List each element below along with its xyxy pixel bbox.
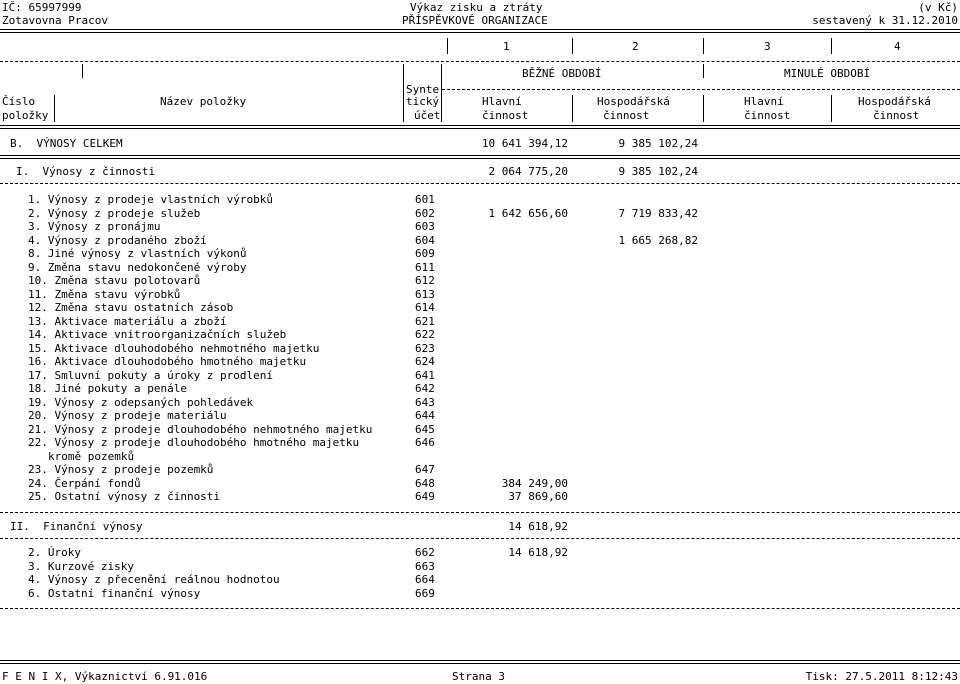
row-account: 664 [415, 573, 435, 586]
organization-name: Zotavovna Pracov [2, 14, 108, 27]
ic-number: IČ: 65997999 [2, 1, 82, 14]
row-account: 609 [415, 247, 435, 260]
main-activity-heading: Hlavní [744, 95, 784, 108]
row-economic-value: 1 665 268,82 [618, 233, 698, 247]
double-rule [0, 125, 960, 129]
dashed-rule [0, 608, 960, 609]
item-number-heading: Číslo [2, 95, 36, 108]
row-label: 2. Úroky [28, 546, 81, 559]
row-label: 4. Výnosy z prodaného zboží [28, 233, 207, 247]
row-label: 11. Změna stavu výrobků [28, 287, 181, 301]
row-economic-value: 7 719 833,42 [618, 206, 698, 220]
economic-activity-heading: Hospodářská [597, 95, 670, 108]
account-heading: účet [414, 109, 441, 122]
row-main-value: 384 249,00 [501, 476, 568, 490]
double-rule [0, 155, 960, 159]
row-label: 23. Výnosy z prodeje pozemků [28, 463, 214, 476]
financial-revenue-main: 14 618,92 [508, 520, 568, 533]
column-separator [441, 64, 442, 122]
row-label: 4. Výnosy z přecenění reálnou hodnotou [28, 573, 280, 586]
column-separator [703, 64, 704, 78]
row-label: 15. Aktivace dlouhodobého nehmotného majetku [28, 341, 320, 355]
dashed-rule [0, 512, 960, 513]
activity-heading: činnost [603, 109, 650, 122]
row-account: 614 [415, 301, 435, 314]
activity-revenue-main: 2 064 775,20 [488, 165, 568, 178]
activity-heading: činnost [744, 109, 791, 122]
row-account: 601 [415, 193, 435, 206]
row-account: 648 [415, 476, 435, 490]
row-label: 20. Výnosy z prodeje materiálu [28, 409, 227, 422]
dashed-rule [442, 89, 960, 90]
column-separator [447, 38, 448, 54]
column-separator [572, 95, 573, 122]
row-account: 645 [415, 422, 435, 436]
column-separator [831, 38, 832, 54]
row-label: 13. Aktivace materiálu a zboží [28, 314, 227, 328]
page-number: Strana 3 [452, 670, 505, 683]
total-revenue-economic: 9 385 102,24 [618, 137, 698, 150]
activity-revenue-economic: 9 385 102,24 [618, 165, 698, 178]
dashed-rule [0, 538, 960, 539]
row-account: 611 [415, 260, 435, 274]
row-account: 644 [415, 409, 435, 422]
column-number: 2 [632, 40, 639, 53]
row-label: 17. Smluvní pokuty a úroky z prodlení [28, 368, 274, 382]
column-separator [703, 38, 704, 54]
row-label: kromě pozemků [48, 449, 135, 463]
row-account: 643 [415, 395, 435, 409]
row-label: 9. Změna stavu nedokončené výroby [28, 260, 247, 274]
row-account: 669 [415, 586, 435, 600]
row-account: 613 [415, 287, 435, 301]
row-account: 663 [415, 559, 435, 573]
row-label: 2. Výnosy z prodeje služeb [28, 206, 201, 220]
row-label: 3. Výnosy z pronájmu [28, 220, 161, 233]
synthetic-account-heading: tický [406, 95, 440, 108]
row-label: 22. Výnosy z prodeje dlouhodobého hmotného majetku [28, 436, 360, 449]
row-account: 642 [415, 382, 435, 395]
previous-period-heading: MINULÉ OBDOBÍ [784, 67, 871, 80]
column-separator [82, 64, 83, 78]
current-period-heading: BĚŽNÉ OBDOBÍ [522, 67, 602, 80]
row-label: 18. Jiné pokuty a penále [28, 382, 187, 395]
activity-heading: činnost [873, 109, 920, 122]
total-revenue-label: B. VÝNOSY CELKEM [10, 137, 123, 150]
double-rule [0, 29, 960, 33]
synthetic-account-heading: Synte [406, 83, 440, 96]
row-account: 622 [415, 328, 435, 341]
main-activity-heading: Hlavní [482, 95, 522, 108]
compiled-date: sestavený k 31.12.2010 [812, 14, 958, 27]
report-title: Výkaz zisku a ztráty [410, 1, 543, 14]
row-label: 14. Aktivace vnitroorganizačních služeb [28, 328, 287, 341]
report-subtitle: PŘÍSPĚVKOVÉ ORGANIZACE [402, 14, 548, 27]
column-numbers-row [0, 38, 960, 54]
row-label: 10. Změna stavu polotovarů [28, 274, 201, 287]
column-number: 1 [503, 40, 510, 53]
economic-activity-heading: Hospodářská [858, 95, 931, 108]
double-rule [0, 660, 960, 664]
row-label: 25. Ostatní výnosy z činnosti [28, 490, 221, 503]
activity-heading: činnost [482, 109, 529, 122]
row-label: 24. Čerpání fondů [28, 476, 141, 490]
row-account: 646 [415, 436, 435, 449]
row-account: 662 [415, 546, 435, 559]
column-separator [831, 95, 832, 122]
row-account: 623 [415, 341, 435, 355]
total-revenue-main: 10 641 394,12 [481, 137, 568, 150]
row-label: 1. Výnosy z prodeje vlastních výrobků [28, 193, 274, 206]
row-main-value: 37 869,60 [508, 490, 568, 503]
row-label: 6. Ostatní finanční výnosy [28, 586, 201, 600]
column-separator [572, 38, 573, 54]
item-number-heading: položky [2, 109, 49, 122]
row-main-value: 1 642 656,60 [488, 206, 568, 220]
row-account: 604 [415, 233, 435, 247]
dashed-rule [0, 61, 960, 62]
row-label: 21. Výnosy z prodeje dlouhodobého nehmotného majetku [28, 422, 373, 436]
column-separator [703, 95, 704, 122]
row-account: 602 [415, 206, 435, 220]
row-label: 8. Jiné výnosy z vlastních výkonů [28, 247, 247, 260]
row-label: 16. Aktivace dlouhodobého hmotného majetku [28, 355, 307, 368]
dashed-rule [0, 183, 960, 184]
column-separator [403, 64, 404, 122]
currency-unit: (v Kč) [918, 1, 958, 14]
item-name-heading: Název položky [160, 95, 247, 108]
row-main-value: 14 618,92 [508, 546, 568, 559]
row-account: 612 [415, 274, 435, 287]
print-timestamp: Tisk: 27.5.2011 8:12:43 [805, 670, 958, 683]
row-account: 603 [415, 220, 435, 233]
row-label: 19. Výnosy z odepsaných pohledávek [28, 395, 254, 409]
row-account: 649 [415, 490, 435, 503]
software-version: F E N I X, Výkaznictví 6.91.016 [2, 670, 208, 683]
row-account: 641 [415, 368, 435, 382]
column-separator [54, 95, 55, 122]
row-label: 3. Kurzové zisky [28, 559, 134, 573]
column-number: 4 [894, 40, 901, 53]
column-header [0, 64, 960, 122]
row-label: 12. Změna stavu ostatních zásob [28, 301, 234, 314]
column-number: 3 [764, 40, 771, 53]
activity-revenue-label: I. Výnosy z činnosti [16, 165, 156, 178]
row-account: 624 [415, 355, 435, 368]
row-account: 621 [415, 314, 435, 328]
financial-revenue-label: II. Finanční výnosy [10, 520, 143, 533]
row-account: 647 [415, 463, 435, 476]
